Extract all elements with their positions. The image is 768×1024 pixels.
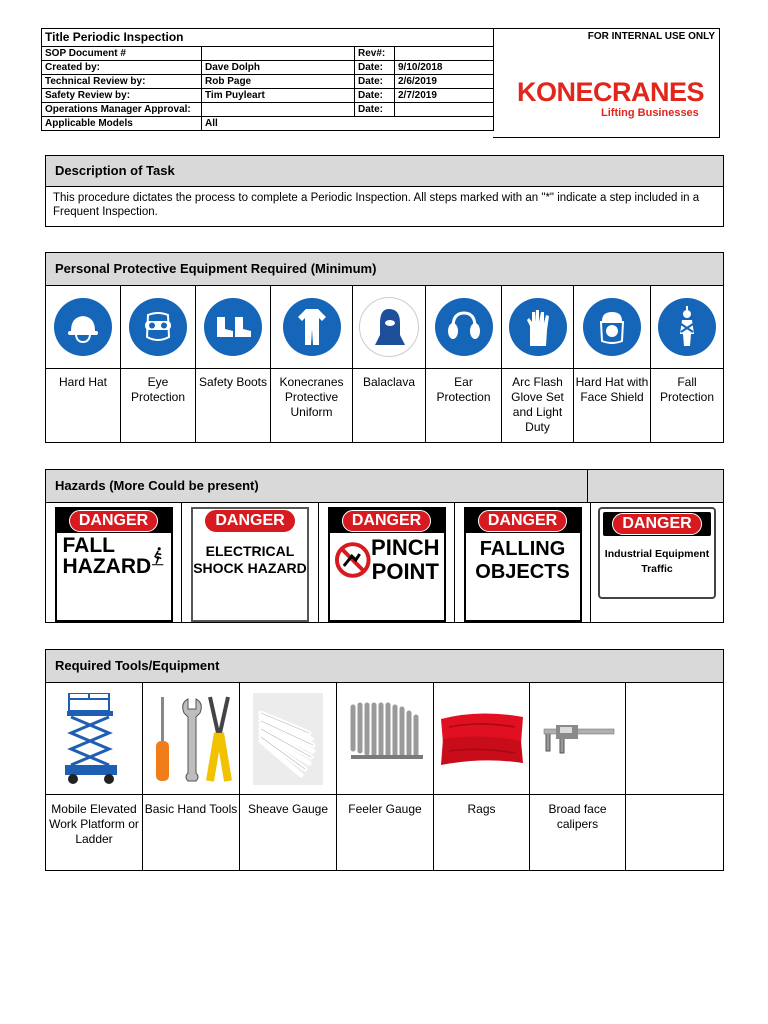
tool-label: Mobile Elevated Work Platform or Ladder [46,795,143,870]
feeler-gauge-icon [343,699,427,779]
ppe-icon-cell [121,286,196,368]
ppe-icon-cell [426,286,502,368]
hazard-sign-line2: POINT [371,559,439,584]
tool-image-cell [240,683,337,794]
section-heading: Hazards (More Could be present) [46,470,588,502]
ppe-icon-cell [196,286,271,368]
header-label: Created by: [42,61,202,75]
boots-icon [204,298,262,356]
tool-label: Basic Hand Tools [143,795,240,870]
tool-label: Feeler Gauge [337,795,434,870]
face-shield-icon [583,298,641,356]
rags-icon [439,709,525,769]
calipers-icon [538,719,618,759]
header-label: Safety Review by: [42,89,202,103]
danger-label: DANGER [342,510,431,532]
description-section [45,155,724,227]
danger-label: DANGER [478,510,567,532]
danger-label: DANGER [205,510,294,532]
hazard-sign-line2: OBJECTS [475,561,570,583]
tool-label: Rags [434,795,530,870]
falling-objects-sign [464,507,582,622]
description-text: This procedure dictates the process to complete a Periodic Inspection. All steps marked with an "*" indicate a step included in a Frequent Inspection. [53,192,700,218]
hazard-sign-line2: Traffic [641,563,673,575]
ppe-label: Hard Hat [46,369,121,442]
ppe-label-row [46,369,723,442]
header-date-label: Date: [355,61,395,75]
section-heading: Personal Protective Equipment Required (Minimum) [46,253,723,286]
tool-image-row [46,683,723,795]
document-title: Title Periodic Inspection [42,29,494,47]
header-date-label: Date: [355,75,395,89]
ppe-label: Balaclava [353,369,426,442]
ppe-icon-cell [574,286,651,368]
header-value [202,103,355,117]
section-heading: Description of Task [46,156,723,187]
logo-panel [493,28,720,138]
danger-label: DANGER [69,510,158,532]
industrial-traffic-sign [598,507,716,599]
header-value: All [202,117,494,131]
ppe-label: Fall Protection [659,375,715,404]
header-label: Technical Review by: [42,75,202,89]
ppe-label: Ear Protection [426,369,502,442]
header-date-value: 2/6/2019 [395,75,494,89]
ppe-label: Arc Flash Glove Set and Light Duty [502,369,574,442]
tool-label-row [46,795,723,870]
ppe-icon-cell [353,286,426,368]
header-date-value: 9/10/2018 [395,61,494,75]
pinch-hand-icon [334,538,372,582]
falling-person-icon [151,537,164,575]
header-value: Dave Dolph [202,61,355,75]
hazard-sign-line1: PINCH [371,535,440,560]
tool-image-cell [337,683,434,794]
internal-use-label: FOR INTERNAL USE ONLY [587,31,715,42]
sheave-gauge-icon [253,693,323,785]
tool-image-cell [530,683,626,794]
pinch-point-sign [328,507,446,622]
header-value: Rob Page [202,75,355,89]
balaclava-icon [359,297,419,357]
section-heading: Required Tools/Equipment [46,650,723,683]
document-header-table [41,28,494,131]
logo-tagline: Lifting Businesses [601,107,699,119]
header-value [202,47,355,61]
goggles-icon [129,298,187,356]
header-date-value [395,47,494,61]
hazard-cell [319,503,455,622]
ear-muffs-icon [435,298,493,356]
ppe-label: Konecranes Protective Uniform [271,369,353,442]
danger-label: DANGER [612,513,701,535]
hazard-signs-row [46,503,723,622]
tool-image-cell [626,683,722,794]
hazard-cell [591,503,723,622]
konecranes-logo: KONECRANES [517,77,705,107]
hazard-sign-line1: FALLING [479,538,566,560]
electrical-shock-sign [191,507,309,622]
glove-icon [509,298,567,356]
ppe-icon-row [46,286,723,369]
hazard-sign-line1: FALL [62,534,115,557]
ppe-icon-cell [46,286,121,368]
harness-icon [658,298,716,356]
header-date-value [395,103,494,117]
ppe-label: Safety Boots [196,369,271,442]
header-label: Operations Manager Approval: [42,103,202,117]
coverall-icon [283,298,341,356]
hazard-sign-line2: SHOCK HAZARD [193,560,307,576]
tool-label: Sheave Gauge [240,795,337,870]
header-date-label: Rev#: [355,47,395,61]
tool-image-cell [143,683,240,794]
tool-image-cell [434,683,530,794]
ppe-label: Hard Hat with Face Shield [574,369,651,442]
hazards-section [45,469,724,623]
hazard-sign-line1: Industrial Equipment [604,548,710,560]
ppe-label: Eye Protection [121,369,196,442]
header-date-value: 2/7/2019 [395,89,494,103]
hard-hat-icon [54,298,112,356]
ppe-icon-cell [271,286,353,368]
tool-label [626,795,722,870]
scissor-lift-icon [59,693,129,785]
hazard-cell [182,503,319,622]
header-date-label: Date: [355,103,395,117]
hazard-sign-line1: ELECTRICAL [205,543,295,559]
ppe-section [45,252,724,443]
header-value: Tim Puyleart [202,89,355,103]
tool-image-cell [46,683,143,794]
tool-label: Broad face calipers [530,795,626,870]
hazard-sign-line2: HAZARD [62,555,152,578]
header-label: Applicable Models [42,117,202,131]
ppe-icon-cell [651,286,723,368]
hand-tools-icon [148,693,234,785]
hazard-cell [46,503,182,622]
ppe-icon-cell [502,286,574,368]
hazards-heading-row [46,470,723,503]
header-date-label: Date: [355,89,395,103]
header-label: SOP Document # [42,47,202,61]
tools-section [45,649,724,871]
hazard-cell [455,503,591,622]
fall-hazard-sign [55,507,173,622]
